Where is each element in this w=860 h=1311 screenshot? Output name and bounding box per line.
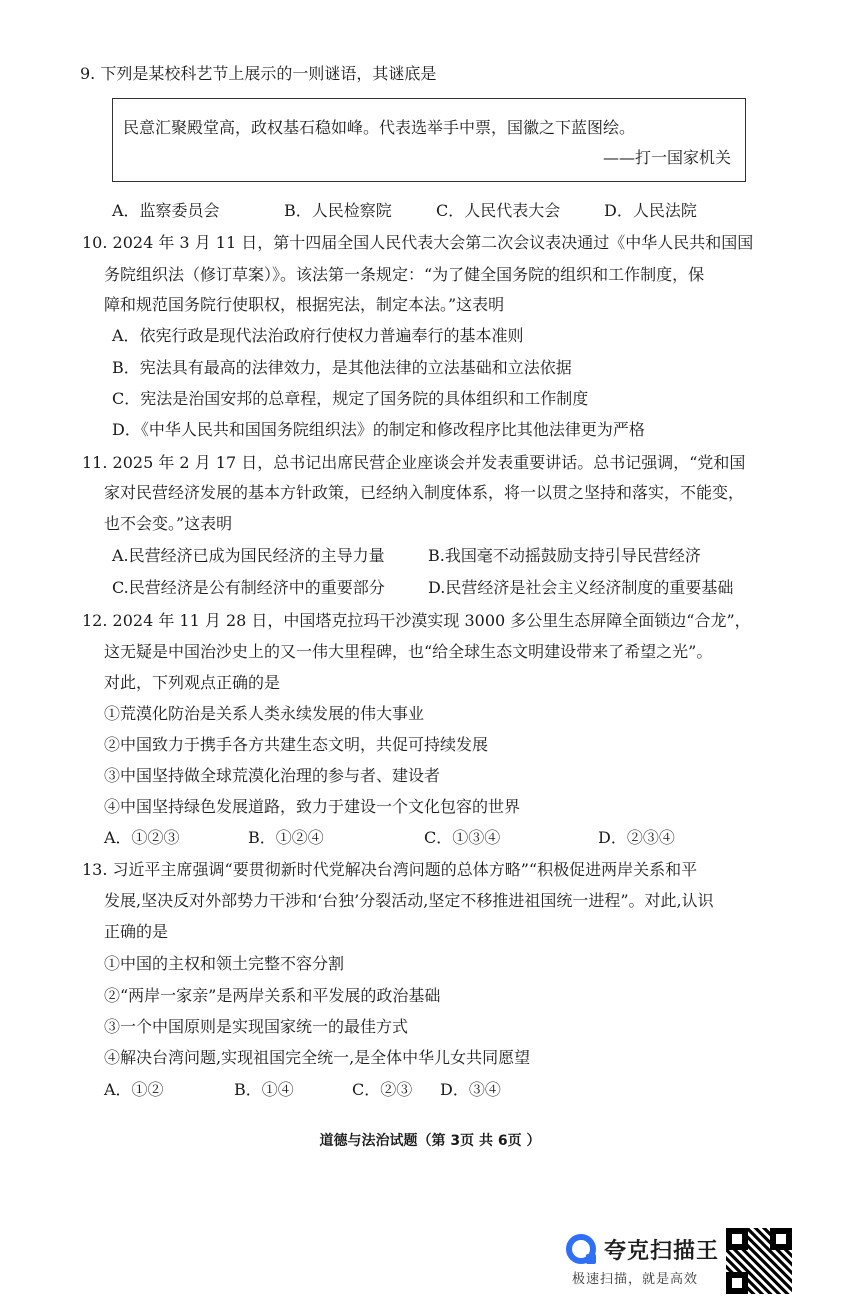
scanner-watermark bbox=[566, 1228, 796, 1292]
q12-option-d: D．②③④ bbox=[598, 828, 675, 847]
q13-option-a: A．①② bbox=[104, 1080, 164, 1099]
q12-item: ②中国致力于携手各方共建生态文明，共促可持续发展 bbox=[104, 735, 489, 754]
q9-option-d: D．人民法院 bbox=[604, 201, 697, 220]
q10-stem-line: 务院组织法（修订草案）》。该法第一条规定：“为了健全国务院的组织和工作制度，保 bbox=[104, 265, 705, 284]
q11-stem-line: 家对民营经济发展的基本方针政策，已经纳入制度体系，将一以贯之坚持和落实，不能变， bbox=[104, 483, 745, 502]
q13-stem-line: 发展,坚决反对外部势力干涉和‘台独’分裂活动,坚定不移推进祖国统一进程”。对此,认识 bbox=[104, 891, 714, 910]
q13-item: ③一个中国原则是实现国家统一的最佳方式 bbox=[104, 1017, 409, 1036]
q11-stem-line: 也不会变。”这表明 bbox=[104, 514, 233, 533]
q10-option-a: A．依宪行政是现代法治政府行使权力普遍奉行的基本准则 bbox=[112, 326, 524, 345]
q10-option-b: B．宪法具有最高的法律效力，是其他法律的立法基础和立法依据 bbox=[112, 358, 572, 377]
qr-code-icon bbox=[726, 1228, 792, 1294]
q12-option-a: A．①②③ bbox=[104, 828, 180, 847]
q12-stem-line: 这无疑是中国治沙史上的又一伟大里程碑，也“给全球生态文明建设带来了希望之光”。 bbox=[104, 642, 713, 661]
riddle-box bbox=[112, 98, 746, 182]
q10-stem-line: 10. 2024 年 3 月 11 日，第十四届全国人民代表大会第二次会议表决通过《中华人民共和国国 bbox=[82, 233, 754, 252]
q13-option-c: C．②③ bbox=[352, 1080, 413, 1099]
q11-stem-line: 11. 2025 年 2 月 17 日，总书记出席民营企业座谈会并发表重要讲话。总书记强调，“党和国 bbox=[82, 453, 746, 472]
riddle-text: 民意汇聚殿堂高，政权基石稳如峰。代表选举手中票，国徽之下蓝图绘。 bbox=[123, 118, 636, 137]
q13-item: ①中国的主权和领土完整不容分割 bbox=[104, 954, 345, 973]
brand-slogan: 极速扫描，就是高效 bbox=[572, 1272, 699, 1287]
q9-option-a: A．监察委员会 bbox=[112, 201, 220, 220]
q11-option-d: D.民营经济是社会主义经济制度的重要基础 bbox=[428, 578, 734, 597]
q9-option-b: B．人民检察院 bbox=[284, 201, 392, 220]
q13-stem-line: 正确的是 bbox=[104, 922, 169, 941]
q9-option-c: C．人民代表大会 bbox=[436, 201, 561, 220]
q13-item: ②“两岸一家亲”是两岸关系和平发展的政治基础 bbox=[104, 986, 441, 1005]
q12-item: ③中国坚持做全球荒漠化治理的参与者、建设者 bbox=[104, 766, 441, 785]
q13-item: ④解决台湾问题,实现祖国完全统一,是全体中华儿女共同愿望 bbox=[104, 1048, 531, 1067]
q13-option-b: B．①④ bbox=[234, 1080, 294, 1099]
q10-option-d: D．《中华人民共和国国务院组织法》的制定和修改程序比其他法律更为严格 bbox=[112, 420, 645, 439]
q12-option-c: C．①③④ bbox=[424, 828, 501, 847]
q11-option-b: B.我国毫不动摇鼓励支持引导民营经济 bbox=[428, 546, 701, 565]
brand-name: 夸克扫描王 bbox=[604, 1239, 720, 1264]
q13-option-d: D．③④ bbox=[440, 1080, 501, 1099]
q12-stem-line: 12. 2024 年 11 月 28 日，中国塔克拉玛干沙漠实现 3000 多公里生态屏障全面锁边“合龙”， bbox=[82, 611, 751, 630]
page-footer: 道德与法治试题（第 3页 共 6页 ） bbox=[319, 1133, 541, 1149]
q10-option-c: C．宪法是治国安邦的总章程，规定了国务院的具体组织和工作制度 bbox=[112, 389, 589, 408]
q10-stem-line: 障和规范国务院行使职权，根据宪法，制定本法。”这表明 bbox=[104, 295, 505, 314]
quark-logo-icon bbox=[566, 1234, 596, 1264]
riddle-hint: ——打一国家机关 bbox=[602, 148, 731, 167]
q12-option-b: B．①②④ bbox=[248, 828, 324, 847]
q13-stem-line: 13. 习近平主席强调“要贯彻新时代党解决台湾问题的总体方略”“积极促进两岸关系和平 bbox=[82, 860, 698, 879]
q12-stem-line: 对此，下列观点正确的是 bbox=[104, 673, 281, 692]
q12-item: ①荒漠化防治是关系人类永续发展的伟大事业 bbox=[104, 704, 425, 723]
q9-stem: 9. 下列是某校科艺节上展示的一则谜语，其谜底是 bbox=[80, 64, 437, 83]
q11-option-a: A.民营经济已成为国民经济的主导力量 bbox=[112, 546, 385, 565]
q12-item: ④中国坚持绿色发展道路，致力于建设一个文化包容的世界 bbox=[104, 797, 521, 816]
q11-option-c: C.民营经济是公有制经济中的重要部分 bbox=[112, 578, 385, 597]
